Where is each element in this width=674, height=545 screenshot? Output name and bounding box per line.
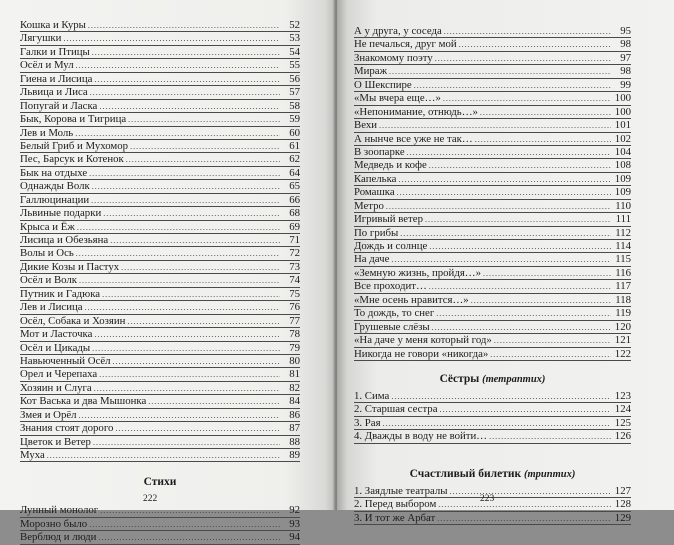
- entry-page-number: 111: [615, 213, 631, 226]
- entry-page-number: 109: [614, 172, 631, 185]
- toc-entry: [354, 390, 631, 403]
- toc-entry: [20, 32, 300, 45]
- toc-entry: [20, 368, 300, 381]
- dot-leader: [436, 307, 611, 320]
- page-number-right: 223: [480, 494, 495, 504]
- entry-page-number: 53: [289, 32, 300, 45]
- entry-title: Медведь и кофе: [354, 159, 427, 172]
- dot-leader: [77, 221, 280, 234]
- toc-entry: [354, 92, 631, 105]
- entry-page-number: 128: [614, 498, 631, 511]
- entry-page-number: 62: [289, 153, 300, 166]
- entry-page-number: 114: [615, 240, 631, 252]
- toc-entry: [20, 19, 300, 32]
- entry-title: Осёл, Собака и Хозяин: [20, 314, 126, 327]
- entry-title: Лев и Лисица: [20, 301, 83, 314]
- dot-leader: [389, 65, 611, 78]
- dot-leader: [490, 348, 611, 361]
- dot-leader: [94, 328, 280, 341]
- dot-leader: [89, 167, 280, 180]
- entry-page-number: 92: [289, 504, 300, 517]
- section-title-stikhi: [20, 474, 300, 490]
- dot-leader: [92, 46, 280, 59]
- dot-leader: [425, 213, 611, 226]
- entry-title: Лягушки: [20, 32, 62, 45]
- entry-page-number: 112: [615, 226, 631, 239]
- entry-page-number: 127: [614, 484, 631, 497]
- entry-page-number: 57: [289, 86, 300, 99]
- toc-entry: [20, 382, 300, 395]
- dot-leader: [115, 422, 280, 435]
- dot-leader: [407, 146, 611, 159]
- toc-entry: [354, 307, 631, 320]
- dot-leader: [94, 73, 280, 86]
- dot-leader: [471, 294, 611, 307]
- dot-leader: [100, 504, 280, 517]
- entry-page-number: 110: [615, 199, 631, 212]
- toc-entry: [20, 207, 300, 220]
- dot-leader: [90, 86, 280, 99]
- entry-page-number: 129: [614, 511, 631, 524]
- entry-title: Все проходит…: [354, 280, 427, 293]
- toc-entry: [20, 167, 300, 180]
- dot-leader: [480, 106, 611, 119]
- dot-leader: [450, 485, 611, 498]
- dot-leader: [475, 133, 611, 146]
- entry-page-number: 65: [289, 180, 300, 193]
- entry-page-number: 69: [289, 220, 300, 233]
- toc-entry: [354, 159, 631, 172]
- entry-page-number: 84: [289, 395, 300, 408]
- entry-page-number: 61: [289, 139, 300, 152]
- entry-page-number: 78: [289, 328, 300, 341]
- toc-entry: [354, 106, 631, 119]
- entry-title: 1. Заядлые театралы: [354, 484, 448, 497]
- entry-title: Мот и Ласточка: [20, 328, 93, 341]
- entry-page-number: 80: [289, 354, 300, 367]
- dot-leader: [437, 512, 611, 525]
- toc-entry: [20, 355, 300, 368]
- entry-page-number: 120: [614, 320, 631, 333]
- toc-entry: [20, 140, 300, 153]
- entry-page-number: 76: [289, 301, 300, 314]
- entry-title: «Непонимание, отнюдь…»: [354, 105, 478, 118]
- entry-page-number: 60: [289, 126, 300, 139]
- entry-title: Осёл и Цикады: [20, 341, 91, 354]
- entry-title: Знакомому поэту: [354, 51, 433, 64]
- toc-entry: [20, 328, 300, 341]
- dot-leader: [429, 280, 611, 293]
- entry-page-number: 56: [289, 72, 300, 85]
- entry-title: Гиена и Лисица: [20, 72, 93, 85]
- dot-leader: [429, 240, 611, 253]
- entry-page-number: 93: [289, 517, 300, 530]
- entry-title: Львиные подарки: [20, 207, 102, 220]
- dot-leader: [435, 52, 611, 65]
- entry-page-number: 59: [289, 113, 300, 126]
- toc-entry: [20, 422, 300, 435]
- left-toc: [20, 19, 300, 545]
- dot-leader: [459, 38, 611, 51]
- toc-entry: [20, 531, 300, 544]
- toc-entry: [354, 417, 631, 430]
- dot-leader: [99, 100, 280, 113]
- poems-list: [20, 504, 300, 544]
- entry-page-number: 87: [289, 422, 300, 435]
- dot-leader: [400, 227, 611, 240]
- toc-entry: [20, 194, 300, 207]
- entry-page-number: 101: [614, 119, 631, 132]
- entry-title: Ромашка: [354, 186, 395, 199]
- entry-title: Львица и Лиса: [20, 86, 88, 99]
- toc-entry: [354, 133, 631, 146]
- entry-page-number: 100: [614, 92, 631, 105]
- toc-entry: [354, 38, 631, 51]
- dot-leader: [121, 261, 280, 274]
- entry-page-number: 115: [615, 253, 631, 266]
- entry-page-number: 79: [289, 341, 300, 354]
- right-toc: [354, 25, 631, 525]
- toc-entry: [354, 253, 631, 266]
- dot-leader: [76, 247, 280, 260]
- dot-leader: [110, 234, 280, 247]
- dot-leader: [443, 92, 611, 105]
- entry-page-number: 54: [289, 45, 300, 58]
- entry-title: Дождь и солнце: [354, 240, 428, 252]
- dot-leader: [429, 159, 611, 172]
- entry-page-number: 52: [289, 19, 300, 31]
- dot-leader: [63, 32, 280, 45]
- entry-title: Навьюченный Осёл: [20, 354, 111, 367]
- entry-title: Лисица и Обезьяна: [20, 234, 109, 246]
- entry-page-number: 73: [289, 260, 300, 273]
- entry-title: Попугай и Ласка: [20, 99, 98, 112]
- toc-entry: [20, 59, 300, 72]
- toc-entry: [354, 146, 631, 159]
- entry-page-number: 104: [614, 145, 631, 158]
- toc-entry: [354, 321, 631, 334]
- entry-title: То дождь, то снег: [354, 307, 435, 320]
- entry-title: Цветок и Ветер: [20, 435, 91, 448]
- dot-leader: [103, 207, 280, 220]
- entry-title: Знания стоят дорого: [20, 422, 114, 435]
- toc-entry: [20, 315, 300, 328]
- toc-entry: [20, 504, 300, 517]
- entry-page-number: 99: [620, 78, 631, 91]
- entry-page-number: 82: [289, 381, 300, 394]
- dot-leader: [398, 173, 611, 186]
- entry-page-number: 72: [289, 247, 300, 260]
- toc-entry: [20, 436, 300, 449]
- dot-leader: [88, 19, 280, 32]
- biletik-list: [354, 485, 631, 525]
- entry-page-number: 71: [289, 234, 300, 246]
- entry-page-number: 55: [289, 59, 300, 72]
- entry-title: «Земную жизнь, пройдя…»: [354, 266, 481, 279]
- toc-entry: [20, 127, 300, 140]
- toc-entry: [20, 234, 300, 247]
- entry-page-number: 74: [289, 274, 300, 287]
- right-entries-list: [354, 25, 631, 361]
- toc-entry: [354, 512, 631, 525]
- dot-leader: [89, 518, 280, 531]
- dot-leader: [113, 355, 280, 368]
- entry-title: 4. Дважды в воду не войти…: [354, 430, 488, 443]
- toc-entry: [354, 267, 631, 280]
- toc-entry: [354, 430, 631, 443]
- toc-entry: [20, 342, 300, 355]
- dot-leader: [92, 342, 280, 355]
- toc-entry: [20, 180, 300, 193]
- toc-entry: [20, 301, 300, 314]
- dot-leader: [75, 127, 280, 140]
- toc-entry: [20, 46, 300, 59]
- section-subtitle: (триптих): [523, 468, 576, 480]
- dot-leader: [444, 25, 611, 38]
- dot-leader: [494, 334, 611, 347]
- entry-title: Осёл и Волк: [20, 274, 78, 287]
- entry-page-number: 75: [289, 287, 300, 300]
- entry-page-number: 66: [289, 193, 300, 206]
- entry-title: Хозяин и Слуга: [20, 381, 92, 394]
- toc-entry: [354, 334, 631, 347]
- toc-entry: [20, 247, 300, 260]
- dot-leader: [379, 119, 611, 132]
- dot-leader: [483, 267, 611, 280]
- entry-page-number: 102: [614, 132, 631, 145]
- entry-page-number: 89: [289, 449, 300, 461]
- dot-leader: [94, 382, 280, 395]
- entry-title: Дикие Козы и Пастух: [20, 260, 120, 273]
- entry-page-number: 125: [614, 416, 631, 429]
- entry-title: Путник и Гадюка: [20, 287, 101, 300]
- dot-leader: [391, 253, 611, 266]
- entry-page-number: 124: [614, 403, 631, 416]
- toc-entry: [354, 294, 631, 307]
- toc-entry: [354, 25, 631, 38]
- entry-title: Муха: [20, 449, 45, 461]
- page-number-left: 222: [143, 494, 158, 504]
- toc-entry: [354, 227, 631, 240]
- left-entries-list: [20, 19, 300, 462]
- toc-entry: [354, 79, 631, 92]
- dot-leader: [386, 200, 611, 213]
- dot-leader: [85, 301, 280, 314]
- entry-title: Кот Васька и два Мышонка: [20, 395, 147, 408]
- entry-page-number: 94: [289, 531, 300, 544]
- entry-page-number: 123: [614, 389, 631, 402]
- entry-title: Кошка и Куры: [20, 19, 86, 31]
- right-page: [337, 0, 674, 524]
- entry-title: Однажды Волк: [20, 180, 90, 193]
- dot-leader: [383, 417, 611, 430]
- dot-leader: [414, 79, 611, 92]
- entry-page-number: 126: [614, 430, 631, 443]
- dot-leader: [128, 113, 280, 126]
- left-page: [0, 0, 335, 544]
- entry-title: Не печалься, друг мой: [354, 38, 457, 51]
- entry-title: 3. Рая: [354, 416, 381, 429]
- entry-title: В зоопарке: [354, 145, 405, 158]
- entry-title: 1. Сима: [354, 389, 390, 402]
- toc-entry: [20, 288, 300, 301]
- entry-page-number: 119: [615, 307, 631, 320]
- entry-page-number: 98: [620, 65, 631, 78]
- toc-entry: [20, 86, 300, 99]
- entry-title: Морозно было: [20, 517, 88, 530]
- entry-page-number: 118: [615, 293, 631, 306]
- toc-entry: [20, 261, 300, 274]
- dot-leader: [127, 315, 280, 328]
- dot-leader: [47, 449, 280, 462]
- toc-entry: [20, 153, 300, 166]
- entry-page-number: 86: [289, 408, 300, 421]
- toc-entry: [20, 395, 300, 408]
- dot-leader: [130, 140, 280, 153]
- dot-leader: [98, 531, 280, 544]
- toc-entry: [20, 518, 300, 531]
- entry-page-number: 58: [289, 99, 300, 112]
- entry-title: О Шекспире: [354, 78, 412, 91]
- toc-entry: [354, 200, 631, 213]
- toc-entry: [20, 409, 300, 422]
- toc-entry: [354, 403, 631, 416]
- entry-title: Змея и Орёл: [20, 408, 77, 421]
- entry-title: Орел и Черепаха: [20, 368, 98, 381]
- toc-entry: [354, 186, 631, 199]
- section-title-text: Счастливый билетик: [409, 467, 522, 480]
- toc-entry: [20, 100, 300, 113]
- entry-title: А у друга, у соседа: [354, 25, 442, 37]
- section-title-biletik: [354, 466, 631, 482]
- dot-leader: [93, 436, 280, 449]
- entry-title: «Мы вчера еще…»: [354, 92, 441, 105]
- toc-entry: [20, 113, 300, 126]
- entry-page-number: 81: [289, 368, 300, 381]
- entry-page-number: 122: [614, 347, 631, 360]
- dot-leader: [391, 390, 611, 403]
- entry-title: Бык на отдыхе: [20, 166, 88, 179]
- entry-page-number: 117: [615, 280, 631, 293]
- toc-entry: [354, 52, 631, 65]
- sestry-list: [354, 390, 631, 444]
- entry-page-number: 116: [615, 266, 631, 279]
- entry-title: Крыса и Ёж: [20, 220, 75, 233]
- entry-page-number: 109: [614, 186, 631, 199]
- entry-title: Галлюцинации: [20, 193, 90, 206]
- entry-title: «На даче у меня который год»: [354, 334, 492, 347]
- entry-title: По грибы: [354, 226, 399, 239]
- entry-title: Лунный монолог: [20, 504, 99, 517]
- entry-title: 2. Старшая сестра: [354, 403, 438, 416]
- dot-leader: [102, 288, 280, 301]
- entry-page-number: 100: [614, 105, 631, 118]
- toc-entry: [20, 449, 300, 462]
- dot-leader: [79, 274, 280, 287]
- entry-title: Пес, Барсук и Котенок: [20, 153, 124, 166]
- entry-title: Метро: [354, 199, 384, 212]
- section-title-text: Стихи: [143, 476, 177, 489]
- entry-title: Грушевые слёзы: [354, 320, 430, 333]
- toc-entry: [354, 280, 631, 293]
- entry-title: Верблюд и люди: [20, 531, 97, 544]
- entry-title: Вехи: [354, 119, 378, 132]
- dot-leader: [79, 409, 280, 422]
- toc-entry: [354, 65, 631, 78]
- entry-page-number: 95: [620, 25, 631, 37]
- dot-leader: [397, 186, 611, 199]
- entry-page-number: 88: [289, 435, 300, 448]
- toc-entry: [354, 348, 631, 361]
- entry-title: Белый Гриб и Мухомор: [20, 139, 129, 152]
- dot-leader: [440, 403, 612, 416]
- entry-title: А нынче все уже не так…: [354, 132, 473, 145]
- toc-entry: [20, 73, 300, 86]
- entry-title: Никогда не говори «никогда»: [354, 347, 489, 360]
- toc-entry: [354, 173, 631, 186]
- section-subtitle: (тетраптих): [482, 373, 546, 385]
- section-title-sestry: [354, 371, 631, 387]
- entry-title: Лев и Моль: [20, 126, 74, 139]
- entry-title: 2. Перед выбором: [354, 498, 437, 511]
- toc-entry: [20, 274, 300, 287]
- toc-entry: [20, 221, 300, 234]
- entry-title: Бык, Корова и Тигрица: [20, 113, 127, 126]
- entry-title: Волы и Ось: [20, 247, 74, 260]
- section-title-text: Сёстры: [439, 372, 480, 385]
- entry-title: Осёл и Мул: [20, 59, 74, 72]
- toc-entry: [354, 213, 631, 226]
- entry-title: На даче: [354, 253, 390, 266]
- entry-title: Капелька: [354, 172, 397, 185]
- dot-leader: [432, 321, 611, 334]
- dot-leader: [126, 153, 280, 166]
- entry-page-number: 68: [289, 207, 300, 220]
- entry-page-number: 77: [289, 314, 300, 327]
- dot-leader: [148, 395, 280, 408]
- toc-entry: [354, 240, 631, 253]
- entry-title: Игривый ветер: [354, 213, 423, 226]
- dot-leader: [489, 430, 611, 443]
- entry-title: 3. И тот же Арбат: [354, 511, 436, 524]
- entry-page-number: 64: [289, 166, 300, 179]
- dot-leader: [99, 368, 280, 381]
- entry-page-number: 97: [620, 51, 631, 64]
- entry-title: «Мне осень нравится…»: [354, 293, 469, 306]
- entry-page-number: 121: [614, 334, 631, 347]
- dot-leader: [92, 180, 280, 193]
- entry-title: Галки и Птицы: [20, 45, 90, 58]
- entry-page-number: 98: [620, 38, 631, 51]
- entry-page-number: 108: [614, 159, 631, 172]
- dot-leader: [91, 194, 280, 207]
- toc-entry: [354, 119, 631, 132]
- entry-title: Мираж: [354, 65, 388, 78]
- dot-leader: [76, 59, 280, 72]
